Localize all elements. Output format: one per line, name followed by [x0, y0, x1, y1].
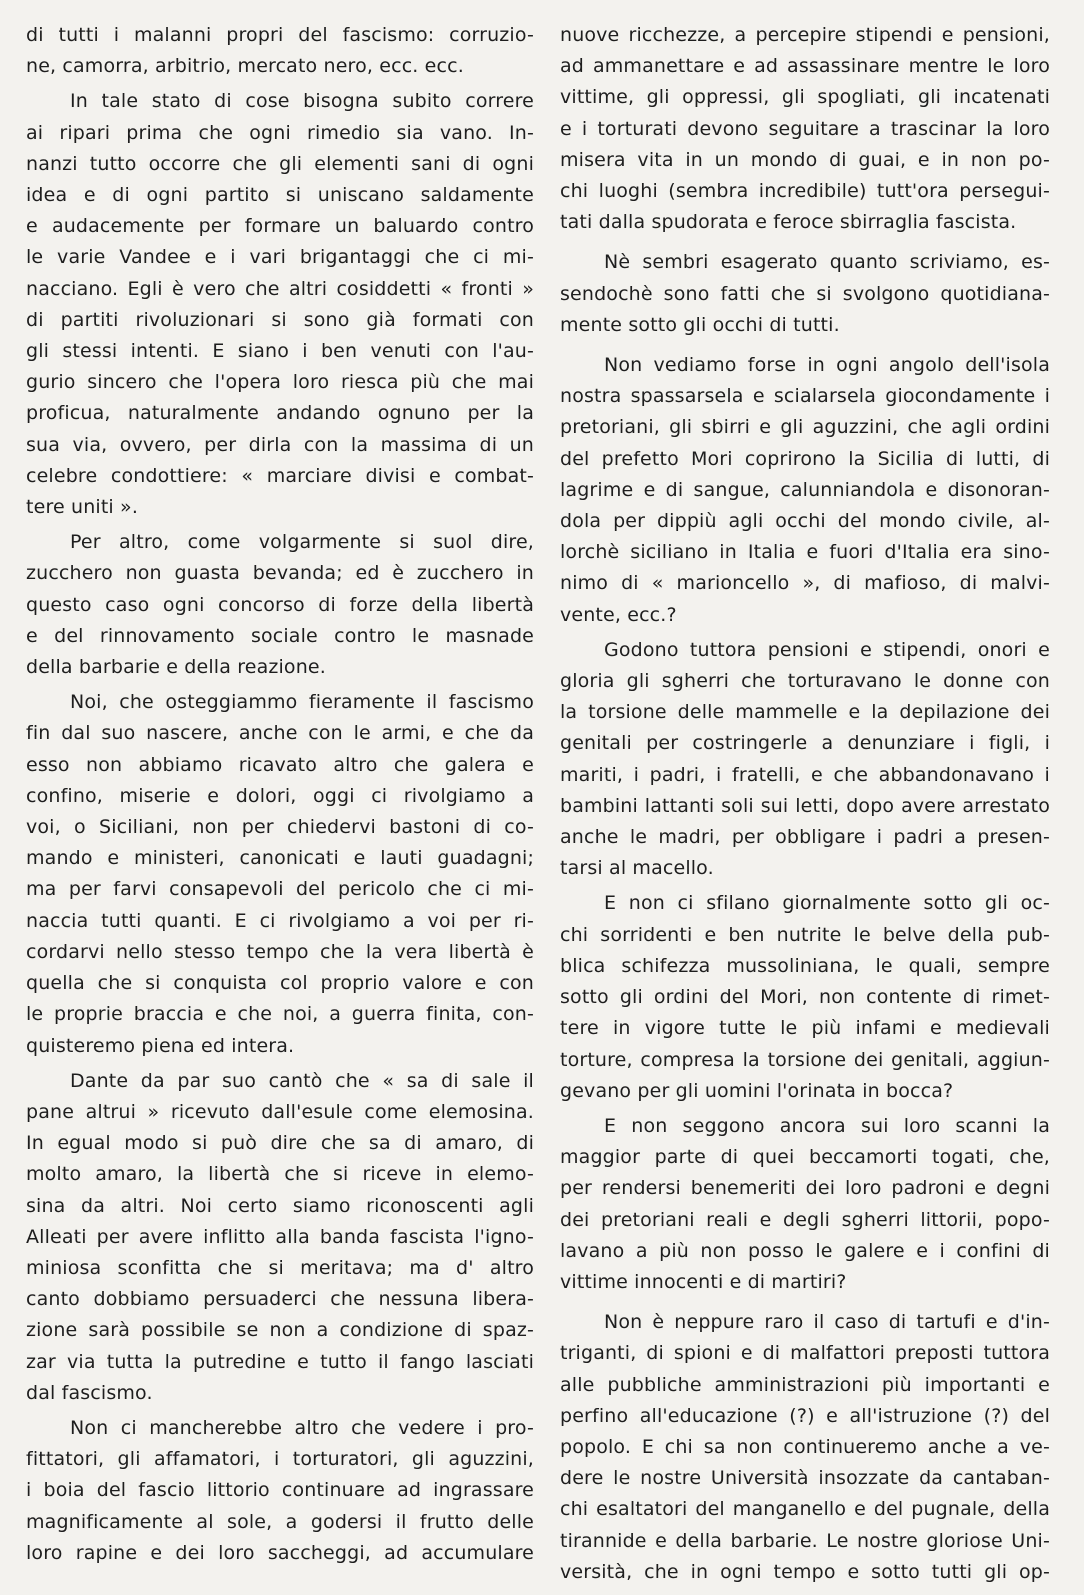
text-line: per rendersi benemeriti dei loro padroni e degni [560, 1177, 1050, 1200]
text-line: vittime, gli oppressi, gli spogliati, gli incatenati [560, 86, 1050, 109]
text-line: zucchero non guasta bevanda; ed è zucchero in [26, 562, 534, 585]
text-line: celebre condottiere: « marciare divisi e combat- [26, 464, 534, 487]
text-line: dere le nostre Università insozzate da cantaban- [560, 1467, 1050, 1490]
text-line: la torsione delle mammelle e la depilazione dei [560, 701, 1050, 724]
text-line: le varie Vandee e i vari brigantaggi che ci mi- [26, 246, 534, 269]
text-line: Nè sembri esagerato quanto scriviamo, es- [604, 251, 1050, 274]
text-line: idea e di ogni partito si uniscano saldamente [26, 184, 534, 207]
text-line: nimo di « marioncello », di mafioso, di malvi- [560, 572, 1050, 595]
paragraph [26, 527, 534, 683]
text-line: mente sotto gli occhi di tutti. [560, 313, 840, 336]
text-line: chi esaltatori del manganello e del pugnale, della [560, 1498, 1050, 1521]
paragraph [26, 1066, 534, 1409]
text-line: voi, o Siciliani, non per chiedervi bastoni di co- [26, 816, 534, 839]
text-line: bambini lattanti soli sui letti, dopo avere arrestato [560, 794, 1050, 817]
text-line: mariti, i padri, i fratelli, e che abbandonavano i [560, 763, 1050, 786]
paragraph [560, 20, 1050, 238]
text-line: zar via tutta la putredine e tutto il fango lasciati [26, 1350, 534, 1373]
text-line: chi sorridenti e ben nutrite le belve della pub- [560, 923, 1050, 946]
text-line: cordarvi nello stesso tempo che la vera libertà è [26, 940, 534, 963]
text-line: Alleati per avere inflitto alla banda fascista l'igno- [26, 1225, 534, 1248]
text-line: Godono tuttora pensioni e stipendi, onori e [604, 638, 1050, 661]
text-line: lavano a più non posso le galere e i confini di [560, 1239, 1050, 1262]
text-line: molto amaro, la libertà che si riceve in elemo- [26, 1163, 534, 1186]
text-line: canto dobbiamo persuaderci che nessuna libera- [26, 1288, 534, 1311]
text-line: In tale stato di cose bisogna subito correre [70, 90, 534, 113]
paragraph [26, 20, 534, 82]
text-line: E non ci sfilano giornalmente sotto gli oc- [604, 892, 1050, 915]
text-line: lorchè siciliano in Italia e fuori d'Italia era sino- [560, 541, 1050, 564]
text-line: perfino all'educazione (?) e all'istruzione (?) del [560, 1404, 1050, 1427]
text-line: genitali per costringerle a denunziare i figli, i [560, 732, 1050, 755]
text-line: pane altrui » ricevuto dall'esule come elemosina. [26, 1100, 534, 1123]
text-line: magnificamente al sole, a godersi il frutto delle [26, 1510, 534, 1533]
left-text-column [26, 20, 534, 1569]
text-line: tere uniti ». [26, 496, 139, 519]
text-line: tirannide e della barbarie. Le nostre gloriose Uni- [560, 1529, 1050, 1552]
text-line: Dante da par suo cantò che « sa di sale il [70, 1069, 534, 1092]
text-line: e del rinnovamento sociale contro le masnade [26, 624, 534, 647]
text-line: gli stessi intenti. E siano i ben venuti con l'au- [26, 340, 534, 363]
text-line: questo caso ogni concorso di forze della libertà [26, 593, 534, 616]
text-line: zione sarà possibile se non a condizione di spaz- [26, 1319, 534, 1342]
text-line: della barbarie e della reazione. [26, 656, 326, 679]
text-line: tere in vigore tutte le più infami e medievali [560, 1017, 1050, 1040]
text-line: blica schifezza mussoliniana, le quali, sempre [560, 954, 1050, 977]
paragraph [560, 247, 1050, 341]
text-line: dal fascismo. [26, 1381, 153, 1404]
text-line: e i torturati devono seguitare a trascinar la loro [560, 117, 1050, 140]
text-line: naccia tutti quanti. E ci rivolgiamo a voi per ri- [26, 909, 534, 932]
text-line: popolo. E chi sa non continueremo anche a ve- [560, 1435, 1050, 1458]
text-line: gurio sincero che l'opera loro riesca più che mai [26, 371, 534, 394]
text-line: torture, compresa la torsione dei genitali, aggiun- [560, 1048, 1050, 1071]
text-line: gevano per gli uomini l'orinata in bocca? [560, 1079, 954, 1102]
text-line: Noi, che osteggiammo fieramente il fascismo [70, 691, 534, 714]
paragraph [560, 635, 1050, 885]
text-line: quella che si conquista col proprio valore e con [26, 972, 534, 995]
text-line: sina da altri. Noi certo siamo riconoscenti agli [26, 1194, 534, 1217]
text-line: Non ci mancherebbe altro che vedere i pro- [70, 1416, 534, 1439]
text-line: vittime innocenti e di martiri? [560, 1270, 847, 1293]
text-line: vente, ecc.? [560, 603, 677, 626]
text-line: dei pretoriani reali e degli sgherri littorii, popo- [560, 1208, 1050, 1231]
text-line: nacciano. Egli è vero che altri cosiddetti « fronti » [26, 277, 534, 300]
text-line: versità, che in ogni tempo e sotto tutti gli op- [560, 1560, 1050, 1583]
text-line: anche le madri, per obbligare i padri a presen- [560, 826, 1050, 849]
text-line: di partiti rivoluzionari si sono già formati con [26, 308, 534, 331]
text-line: miniosa sconfitta che si meritava; ma d' altro [26, 1256, 534, 1279]
text-line: Non è neppure raro il caso di tartufi e d'in- [604, 1311, 1050, 1334]
text-line: sendochè sono fatti che si svolgono quotidiana- [560, 282, 1050, 305]
text-line: maggior parte di quei beccamorti togati, che, [560, 1146, 1050, 1169]
right-text-column [560, 20, 1050, 1588]
paragraph [26, 86, 534, 523]
text-line: tarsi al macello. [560, 857, 714, 880]
text-line: del prefetto Mori coprirono la Sicilia di lutti, di [560, 447, 1050, 470]
paragraph [560, 888, 1050, 1106]
paragraph [560, 350, 1050, 631]
text-line: triganti, di spioni e di malfattori preposti tuttora [560, 1342, 1050, 1365]
paragraph [26, 687, 534, 1061]
text-line: mando e ministeri, canonicati e lauti guadagni; [26, 847, 534, 870]
text-line: e audacemente per formare un baluardo contro [26, 215, 534, 238]
text-line: gloria gli sgherri che torturavano le donne con [560, 670, 1050, 693]
text-line: alle pubbliche amministrazioni più importanti e [560, 1373, 1050, 1396]
text-line: dola per dippiù agli occhi del mondo civile, al- [560, 510, 1050, 533]
text-line: quisteremo piena ed intera. [26, 1034, 295, 1057]
text-line: ma per farvi consapevoli del pericolo che ci mi- [26, 878, 534, 901]
text-line: ne, camorra, arbitrio, mercato nero, ecc. ecc. [26, 55, 464, 78]
text-line: E non seggono ancora sui loro scanni la [604, 1114, 1050, 1137]
text-line: di tutti i malanni propri del fascismo: corruzio- [26, 24, 534, 46]
text-line: tati dalla spudorata e feroce sbirraglia fascista. [560, 211, 1017, 234]
text-line: le proprie braccia e che noi, a guerra finita, con- [26, 1003, 534, 1026]
text-line: ad ammanettare e ad assassinare mentre le loro [560, 55, 1050, 78]
text-line: ai ripari prima che ogni rimedio sia vano. In- [26, 121, 534, 144]
text-line: pretoriani, gli sbirri e gli aguzzini, che agli ordini [560, 416, 1050, 439]
text-line: In egual modo si può dire che sa di amaro, di [26, 1132, 534, 1155]
text-line: fin dal suo nascere, anche con le armi, e che da [26, 722, 534, 745]
text-line: sua via, ovvero, per dirla con la massima di un [26, 433, 534, 456]
text-line: sotto gli ordini del Mori, non contente di rimet- [560, 986, 1050, 1009]
text-line: fittatori, gli affamatori, i torturatori, gli aguzzini, [26, 1448, 534, 1471]
text-line: i boia del fascio littorio continuare ad ingrassare [26, 1479, 534, 1502]
text-line: nuove ricchezze, a percepire stipendi e pensioni, [560, 24, 1050, 46]
text-line: Per altro, come volgarmente si suol dire, [70, 531, 534, 554]
text-line: chi luoghi (sembra incredibile) tutt'ora persegui- [560, 180, 1050, 203]
text-line: misera vita in un mondo di guai, e in non po- [560, 148, 1050, 171]
text-line: lagrime e di sangue, calunniandola e disonoran- [560, 478, 1050, 501]
paragraph [26, 1413, 534, 1569]
text-line: Non vediamo forse in ogni angolo dell'isola [604, 354, 1050, 377]
text-line: esso non abbiamo ricavato altro che galera e [26, 753, 534, 776]
paragraph [560, 1307, 1050, 1588]
text-line: nostra spassarsela e scialarsela giocondamente i [560, 385, 1050, 408]
text-line: proficua, naturalmente andando ognuno per la [26, 402, 534, 425]
text-line: nanzi tutto occorre che gli elementi sani di ogni [26, 152, 534, 175]
paragraph [560, 1111, 1050, 1298]
text-line: confino, miserie e dolori, oggi ci rivolgiamo a [26, 784, 534, 807]
text-line: loro rapine e dei loro saccheggi, ad accumulare [26, 1541, 534, 1564]
